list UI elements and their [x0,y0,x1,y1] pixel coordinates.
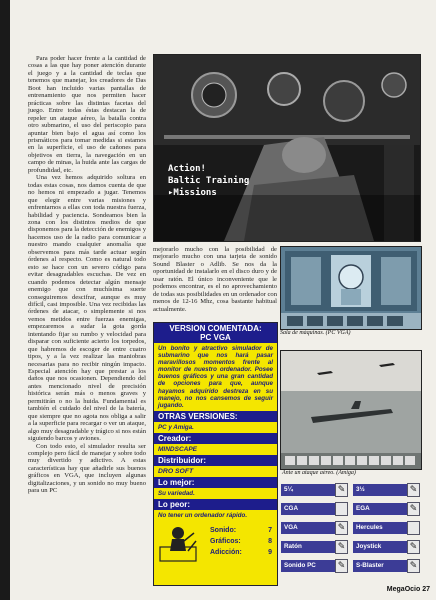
compatibility-grid [281,483,421,583]
other-versions-value: PC y Amiga. [154,422,277,433]
check-icon [407,521,420,535]
creator-label: Creador: [154,433,277,444]
score-sound: Sonido: 7 [210,527,272,535]
worst-value: No tener un ordenador rápido. [154,510,277,521]
game-screenshot-engine-room [280,246,422,330]
paragraph: Para poder hacer frente a la cantidad de cosas a las que hay poner atención durante el juego y a la cantidad de teclas que tenemos que manejar, los creadores de Das Boot han incluido varias pantallas de entrenamiento que nos permiten hacer prácticas sobre las distintas facetas del juego. Entre todas éstas destacan la de repeler un ataque aéreo, la batalla contra otro submarino, el uso del periscopio para apuntar bien bajo el agua así como los prismáticos para tomar medidas si estamos en la superficie, el uso de cañones para objetivos en tierra, la navegación en un campo de minas, la huida ante las cargas de profundidad, etc. [28,55,146,174]
review-header-label: VERSION COMENTADA: [169,324,262,333]
check-icon: ✎ [335,521,348,535]
article-column-middle [153,246,277,316]
check-icon: ✎ [407,559,420,573]
submarine-interior-illustration [154,55,420,241]
menu-option: Baltic Training [168,176,250,186]
creator-value: MINDSCAPE [154,444,277,455]
game-menu [168,163,249,199]
article-column-left [28,55,146,575]
compat-hercules: Hercules [353,521,420,535]
paragraph: Con todo esto, el simulador resulta ser complejo pero fácil de manejar y sobre todo muy divertido y adictivo. A estas características hay que añadirle sus buenos gráficos en VGA, que incluyen algunas digitalizaciones, y un sonido no muy bueno para un PC [28,442,146,495]
worst-label: Lo peor: [154,499,277,510]
compat-3-5: 3½ ✎ [353,483,420,497]
page-number: 27 [422,586,430,593]
engine-room-illustration [281,247,421,329]
check-icon: ✎ [335,483,348,497]
compat-joystick: Joystick ✎ [353,540,420,554]
review-header [154,323,277,343]
check-icon: ✎ [407,540,420,554]
compat-vga: VGA ✎ [281,521,348,535]
game-screenshot-main [153,54,421,242]
menu-option-selected: ▸Missions [168,188,217,198]
page-footer [350,586,430,593]
scores [210,525,272,558]
paragraph: Una vez hemos adquirido soltura en todas estas cosas, nos damos cuenta de que no hemos ni empezado a jugar. Tenemos que elegir entre varias misiones y enfrentarnos a ellas con toda nuestra fuerza, habilidad y paciencia. Sondeamos bien la zona con los distintos medios de que disponemos para la detección de enemigos y hacemos uso de la radio para comunicar a nuestro mando cualquier anomalía que observemos para más tarde actuar según órdenes al respecto. Como es natural todo esto se hace con un severo código para evitar desagradables escuchas. De vez en cuando podemos detectar algún mensaje enemigo que con muchísima suerte conseguiremos descifrar, aunque es muy difícil, casi imposible. Una vez recibidas las órdenes de atacar, o simplemente si nos vemos metidos entre fuerzas enemigas, empezaremos a sudar la gota gorda intentando fijar su rumbo y velocidad para disparar con suficiente acierto los torpedos, que habremos de escoger de entre cuatro tipos, y a la vez realizar las maniobras necesarias para no recibir ningún impacto. Especial atención hay que prestar a los daños que nos ocasionen. Dependiendo del antes mencionado nivel de precisión histórica serán más o menos graves y permitirán o no la huida. Fundamental es también el cuidado del nivel de la batería, que siempre que no agota nos obliga a salir a la superficie para recargar o ver un ataque, algo muy desagradable y trágico si nos están siguiendo barcos y aviones. [28,174,146,443]
best-label: Lo mejor: [154,477,277,488]
check-icon: ✎ [407,502,420,516]
distributor-label: Distribuidor: [154,455,277,466]
check-icon [335,502,348,516]
distributor-value: DRO SOFT [154,466,277,477]
mascot-drawing [158,523,200,563]
check-icon: ✎ [407,483,420,497]
other-versions-label: OTRAS VERSIONES: [154,411,277,422]
air-attack-illustration [281,351,421,469]
magazine-page [10,0,436,600]
review-box [153,322,278,586]
review-summary: Un bonito y atractivo simulador de submarino que nos hará pasar maravillosos momentos frente al monitor de nuestro ordenador. Posee buenos gráficos y una gran cantidad de opciones para que, aunque hayamos adquirido destreza en su manejo, no nos cansemos de seguir jugando. [154,343,277,411]
game-screenshot-air-attack [280,350,422,470]
caption-air-attack: Ante un ataque aéreo. (Amiga) [282,470,356,476]
check-icon: ✎ [335,559,348,573]
review-version: PC VGA [200,333,231,342]
compat-mouse: Ratón ✎ [281,540,348,554]
paragraph: mejorarlo mucho con la posibilidad de mejorarlo mucho con una tarjeta de sonido Sound Blaster o Adlib. Se nos da la oportunidad de instalarlo en el disco duro y de usar ratón. El único inconveniente que le podemos encontrar, es el no aprovechamiento de todas sus posibilidades en un ordenador con menos de 12-16 Mhz, cosa bastante habitual actualmente. [153,246,277,313]
score-graphics: Gráficos: 8 [210,538,272,546]
check-icon: ✎ [335,540,348,554]
compat-sound-blaster: S-Blaster ✎ [353,559,420,573]
compat-5-25: 5¼ ✎ [281,483,348,497]
caption-engine-room: Sala de máquinas. (PC VGA) [280,330,351,336]
compat-cga: CGA [281,502,348,516]
compat-pc-sound: Sonido PC ✎ [281,559,348,573]
score-area [154,521,277,565]
magazine-name: MegaOcio [386,586,421,593]
menu-title: Action! [168,164,206,174]
score-addiction: Adicción: 9 [210,549,272,557]
compat-ega: EGA ✎ [353,502,420,516]
best-value: Su variedad. [154,488,277,499]
